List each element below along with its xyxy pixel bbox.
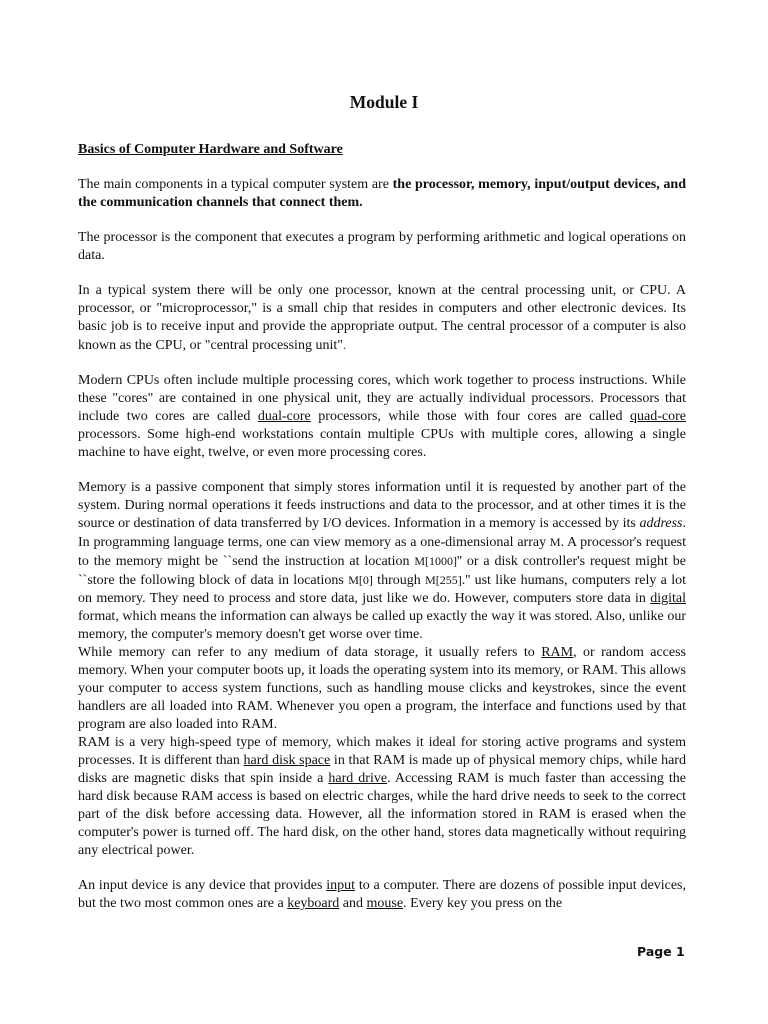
paragraph-ram-speed: RAM is a very high-speed type of memory, which makes it ideal for storing active programs and system processes. It is different than hard disk space in that RAM is made up of physical memory chips, while hard disks are magnetic disks that spin inside a hard drive. Accessing RAM is much faster than accessing the hard disk because RAM access is based on electric charges, while the hard drive needs to seek to the correct part of the disk before accessing data. However, all the information stored in RAM is erased when the computer's power is turned off. The hard disk, on the other hand, stores data magnetically without requiring any electrical power. xyxy=(78,735,686,858)
link-ram[interactable]: RAM xyxy=(541,645,574,660)
link-hard-disk-space[interactable]: hard disk space xyxy=(243,753,331,768)
module-title: Module I xyxy=(349,92,419,112)
document-body xyxy=(78,141,686,913)
link-digital[interactable]: digital xyxy=(650,591,686,606)
link-input[interactable]: input xyxy=(326,878,355,893)
paragraph-cpu: In a typical system there will be only one processor, known at the central processing unit, or CPU. A processor, or "microprocessor," is a small chip that resides in computers and other electronic devices. Its basic job is to receive input and provide the appropriate output. The central processor of a computer is also known as the CPU, or "central processing unit". xyxy=(78,283,686,353)
paragraph-memory: Memory is a passive component that simply stores information until it is requested by another part of the system. During normal operations it feeds instructions and data to the processor, and at other times it is the source or destination of data transferred by I/O devices. Information in a memory is accessed by its address. In programming language terms, one can view memory as a one-dimensional array M. A processor's request to the memory might be ``send the instruction at location M[1000]'' or a disk controller's request might be ``store the following block of data in locations M[0] through M[255].'' ust like humans, computers rely a lot on memory. They need to process and store data, just like we do. However, computers store data in digital format, which means the information can always be called up exactly the way it was stored. Also, unlike our memory, the computer's memory doesn't get worse over time. xyxy=(78,480,686,642)
link-hard-drive[interactable]: hard drive xyxy=(328,771,388,786)
paragraph-main-components: The main components in a typical computer system are the processor, memory, input/output devices, and the communication channels that connect them. xyxy=(78,177,687,210)
paragraph-ram-intro: While memory can refer to any medium of data storage, it usually refers to RAM, or random access memory. When your computer boots up, it loads the operating system into its memory, or RAM. This allows your computer to access system functions, such as handling mouse clicks and keystrokes, since the event handlers are all loaded into RAM. Whenever you open a program, the interface and functions used by that program are also loaded into RAM. xyxy=(78,645,686,732)
link-keyboard[interactable]: keyboard xyxy=(287,896,340,911)
section-heading: Basics of Computer Hardware and Software xyxy=(78,142,343,157)
paragraph-cores: Modern CPUs often include multiple processing cores, which work together to process instructions. While these "cores" are contained in one physical unit, they are actually individual processors. Processors that include two cores are called dual-core processors, while those with four cores are called quad-core processors. Some high-end workstations contain multiple CPUs with multiple cores, allowing a single machine to have eight, twelve, or even more processing cores. xyxy=(78,373,687,460)
italic-address: address xyxy=(639,516,683,531)
bold-emphasis: the processor, memory, input/output devices, and the communication channels that connect them. xyxy=(78,177,687,210)
link-dual-core[interactable]: dual-core xyxy=(257,409,311,424)
page-number: Page 1 xyxy=(637,944,685,959)
paragraph-input-devices: An input device is any device that provides input to a computer. There are dozens of possible input devices, but the two most common ones are a keyboard and mouse. Every key you press on the xyxy=(78,878,686,911)
link-quad-core[interactable]: quad-core xyxy=(630,409,687,424)
link-mouse[interactable]: mouse xyxy=(366,896,404,911)
paragraph-processor: The processor is the component that executes a program by performing arithmetic and logical operations on data. xyxy=(78,230,686,263)
